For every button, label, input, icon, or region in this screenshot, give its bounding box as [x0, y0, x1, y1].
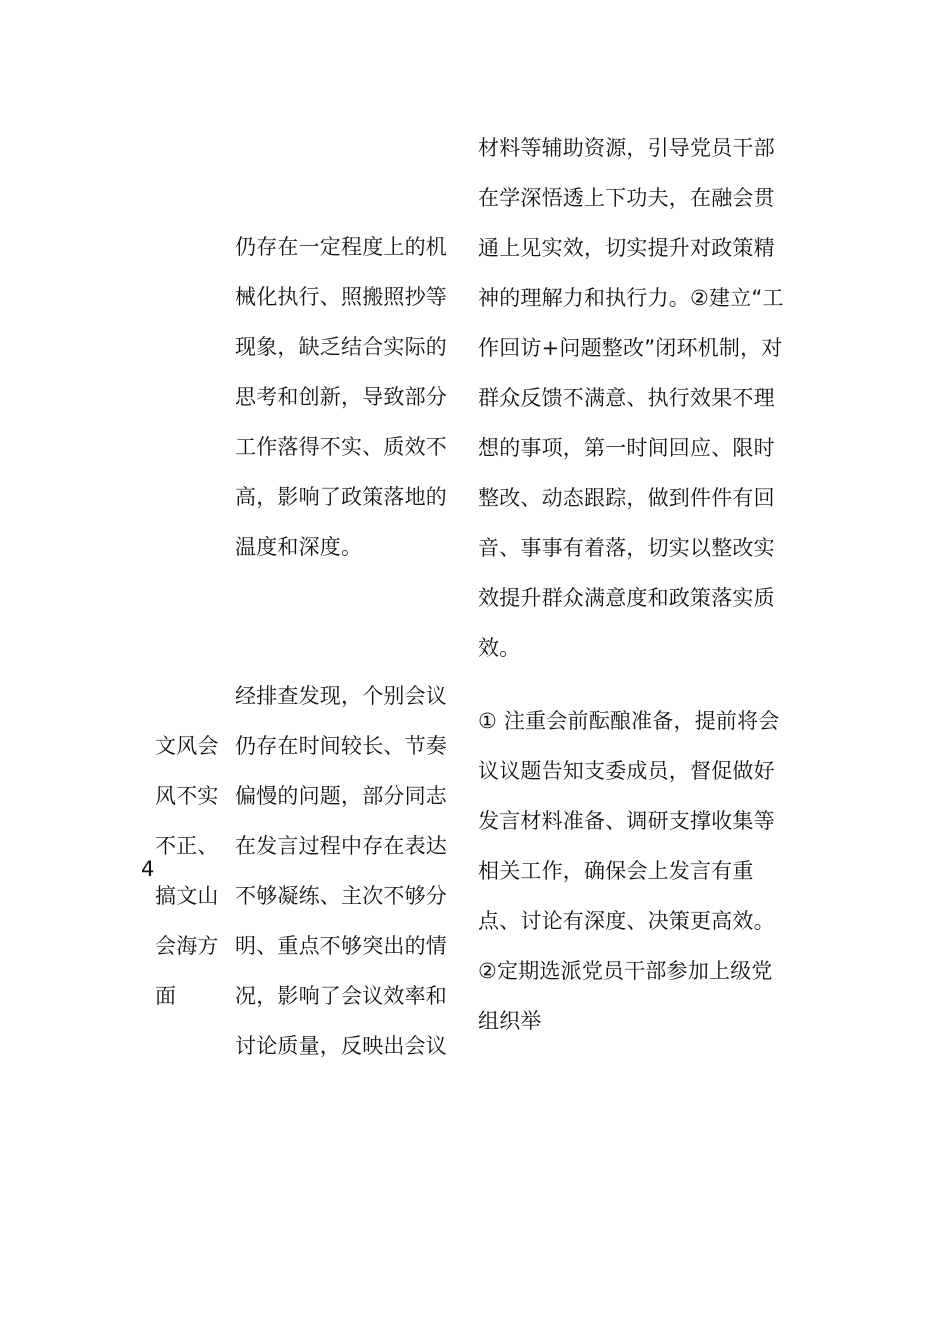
row4-measure-cell — [478, 696, 780, 1046]
row4-problem-line: 不够凝练、主次不够分 — [235, 884, 447, 908]
row4-category-line: 风不实 — [155, 784, 219, 808]
row1-problem-line: 思考和创新，导致部分 — [235, 385, 447, 409]
row4-problem-line: 仍存在时间较长、节奏 — [235, 734, 447, 758]
row1-measure-cell — [478, 123, 784, 673]
row1-measure-line: 神的理解力和执行力。②建立“工 — [478, 286, 784, 310]
row4-measure-line: ① 注重会前酝酿准备，提前将会 — [478, 709, 780, 733]
row1-measure-line: 想的事项，第一时间回应、限时 — [478, 436, 775, 460]
row4-problem-line: 讨论质量，反映出会议 — [235, 1034, 447, 1058]
row1-problem-cell — [235, 222, 447, 572]
row4-problem-line: 明、重点不够突出的情 — [235, 934, 447, 958]
row4-category-line: 面 — [155, 984, 177, 1008]
row4-measure-line: 发言材料准备、调研支撑收集等 — [478, 809, 775, 833]
row1-measure-line: 作回访+问题整改”闭环机制，对 — [478, 336, 783, 360]
row-number: 4 — [141, 857, 155, 881]
row1-measure-line: 群众反馈不满意、执行效果不理 — [478, 386, 775, 410]
row1-problem-line: 温度和深度。 — [235, 535, 363, 559]
row1-measure-line: 音、事事有着落，切实以整改实 — [478, 536, 775, 560]
row1-problem-line: 高，影响了政策落地的 — [235, 485, 447, 509]
row4-problem-line: 偏慢的问题，部分同志 — [235, 784, 447, 808]
row4-measure-line: 相关工作，确保会上发言有重 — [478, 859, 754, 883]
row1-problem-line: 械化执行、照搬照抄等 — [235, 285, 447, 309]
row1-measure-line: 在学深悟透上下功夫，在融会贯 — [478, 186, 775, 210]
row4-measure-line: 组织举 — [478, 1009, 542, 1033]
row1-problem-line: 仍存在一定程度上的机 — [235, 235, 447, 259]
row4-category-line: 文风会 — [155, 734, 219, 758]
row1-measure-line: 整改、动态跟踪，做到件件有回 — [478, 486, 775, 510]
row1-problem-line: 现象，缺乏结合实际的 — [235, 335, 447, 359]
row4-category-cell — [155, 721, 219, 1021]
row1-measure-line: 通上见实效，切实提升对政策精 — [478, 236, 775, 260]
row4-measure-line: 议议题告知支委成员，督促做好 — [478, 759, 775, 783]
row4-category-line: 搞文山 — [155, 884, 219, 908]
row1-measure-line: 材料等辅助资源，引导党员干部 — [478, 136, 775, 160]
row4-measure-line: ②定期选派党员干部参加上级党 — [478, 959, 773, 983]
row1-problem-line: 工作落得不实、质效不 — [235, 435, 447, 459]
row4-category-line: 会海方 — [155, 934, 219, 958]
row1-measure-line: 效。 — [478, 636, 521, 660]
row1-measure-line: 效提升群众满意度和政策落实质 — [478, 586, 775, 610]
row4-category-line: 不正、 — [155, 834, 219, 858]
row4-problem-line: 况，影响了会议效率和 — [235, 984, 447, 1008]
row4-problem-cell — [235, 671, 447, 1071]
row4-problem-line: 在发言过程中存在表达 — [235, 834, 447, 858]
row4-measure-line: 点、讨论有深度、决策更高效。 — [478, 909, 775, 933]
row4-problem-line: 经排查发现，个别会议 — [235, 684, 447, 708]
